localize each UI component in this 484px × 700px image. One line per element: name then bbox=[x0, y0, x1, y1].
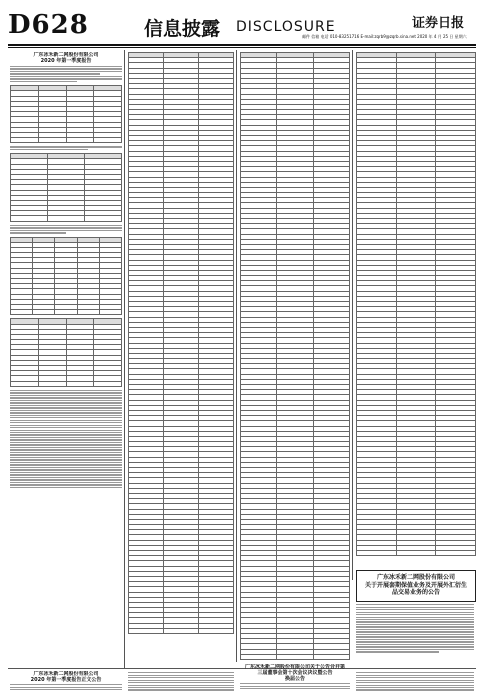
section-title-en: DISCLOSURE bbox=[236, 19, 336, 35]
article-body-text bbox=[10, 390, 122, 488]
page-number: D628 bbox=[8, 10, 89, 40]
hedging-company: 广东冰禾新二网股份有限公司 bbox=[376, 574, 455, 581]
section-title: 信息披露 bbox=[144, 18, 221, 40]
balance-sheet-table bbox=[128, 52, 234, 634]
article-bottom-mid-left bbox=[128, 671, 234, 698]
bottom-left-body bbox=[10, 684, 122, 690]
bottom-left-company: 广东冰禾新二网股份有限公司 bbox=[33, 671, 99, 677]
hedging-body-text bbox=[356, 603, 474, 667]
column-divider bbox=[236, 50, 237, 662]
header-rule bbox=[8, 44, 476, 46]
financial-table bbox=[10, 85, 122, 143]
article-body-text bbox=[10, 225, 122, 234]
hedging-title-line1: 关于开展套期保值业务及开展外汇衍生 bbox=[364, 581, 467, 589]
article-body-text bbox=[10, 146, 122, 150]
shareholder-table bbox=[10, 153, 122, 221]
cash-flow-statement bbox=[356, 52, 476, 568]
header-rule-thin bbox=[8, 47, 476, 48]
article-report-title: 2020 年第一季度报告 bbox=[40, 58, 92, 64]
hedging-title-line2: 品交易业务的公告 bbox=[391, 589, 440, 596]
hedging-announcement-box bbox=[356, 570, 476, 602]
bottom-center-body bbox=[240, 683, 350, 689]
income-statement-table bbox=[240, 52, 350, 660]
changes-table bbox=[10, 318, 122, 386]
bottom-left-title: 2020 年第一季度报告正文公告 bbox=[30, 677, 102, 683]
balance-sheet bbox=[128, 52, 234, 660]
cash-flow-table bbox=[356, 52, 476, 556]
newspaper-logo: 证券日报 bbox=[412, 16, 465, 31]
bottom-center-line3: 换届公告 bbox=[284, 676, 305, 682]
article-body-text bbox=[10, 66, 122, 82]
bottom-center-line2: 三届董事会第十次会议决议暨公告 bbox=[257, 670, 333, 676]
column-divider bbox=[352, 50, 353, 580]
article-bottom-left bbox=[10, 671, 122, 698]
header-meta: 邮件 信箱 电话 010-83251716 E-mail:zqrb9@zqrb.sina.net 2020 年 4 月 25 日 星期六 bbox=[302, 34, 467, 39]
bottom-center-line1: 广东冰禾新二网股份有限公司关于公告合并第 bbox=[244, 664, 345, 670]
top-holders-table bbox=[10, 237, 122, 316]
article-bottom-center bbox=[240, 664, 350, 698]
page-header bbox=[0, 0, 484, 46]
column-divider bbox=[124, 50, 125, 668]
article-quarterly-report bbox=[10, 52, 122, 666]
income-statement bbox=[240, 52, 350, 660]
article-bottom-right bbox=[356, 671, 474, 698]
article-company-name: 广东冰禾新二网股份有限公司 bbox=[33, 52, 99, 58]
